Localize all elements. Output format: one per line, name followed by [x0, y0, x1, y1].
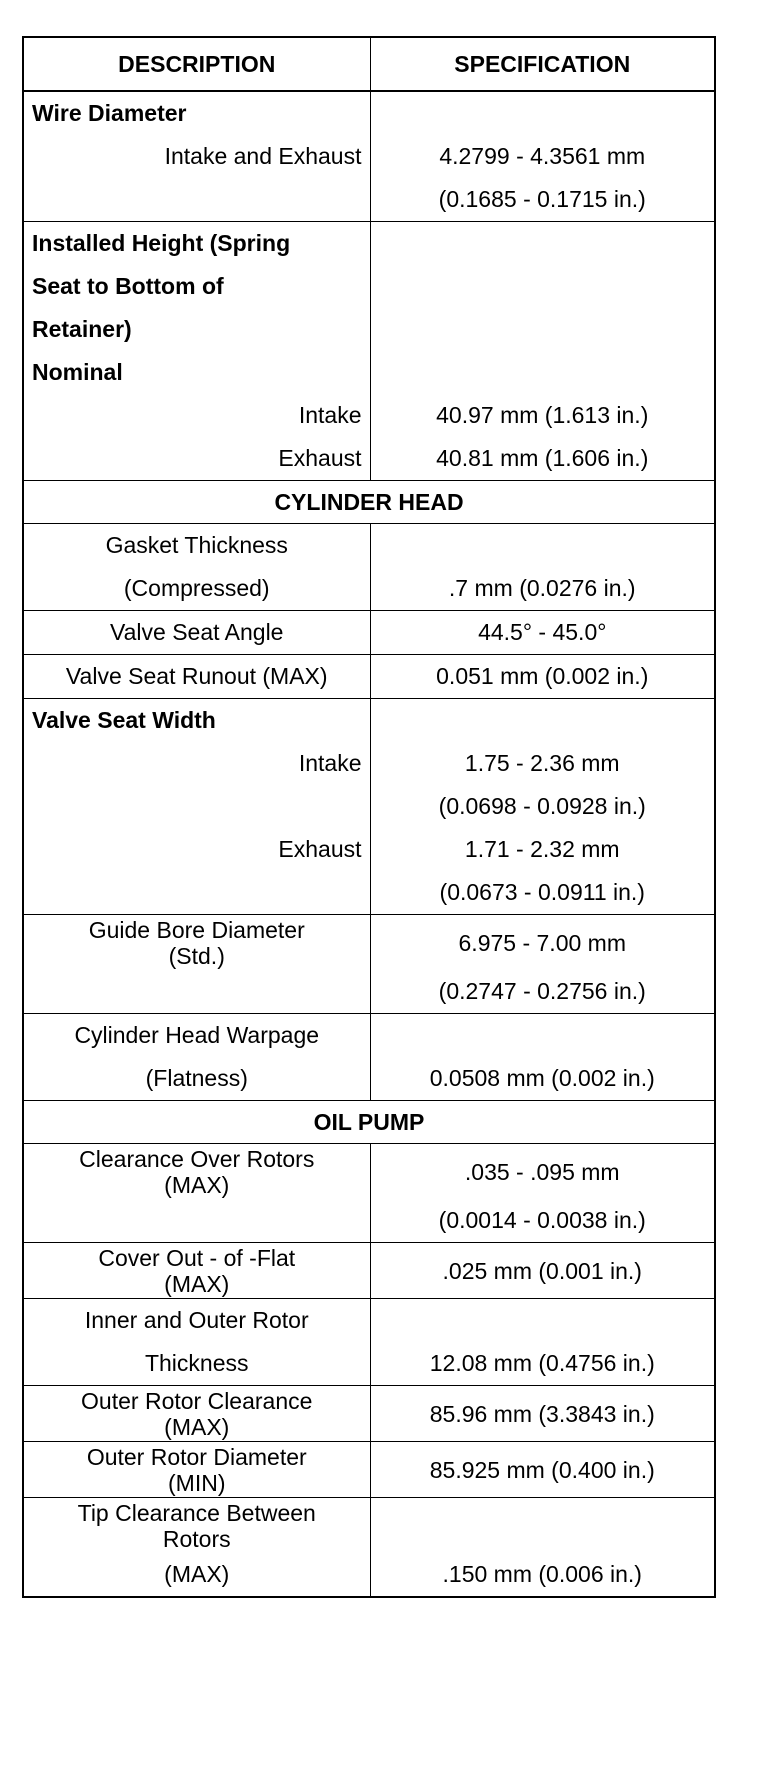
specification-cell: (0.0014 - 0.0038 in.)	[438, 1207, 646, 1233]
specification-cell: 0.051 mm (0.002 in.)	[436, 663, 649, 689]
table-row	[23, 1553, 715, 1597]
description-cell: Exhaust	[23, 437, 370, 481]
spec-group	[23, 1498, 715, 1598]
description-cell	[23, 970, 370, 1014]
table-row	[23, 970, 715, 1014]
table-row	[23, 135, 715, 178]
description-cell: Gasket Thickness	[23, 524, 370, 568]
specification-cell: 85.925 mm (0.400 in.)	[429, 1456, 655, 1483]
description-header: DESCRIPTION	[23, 37, 370, 91]
spec-group	[23, 1299, 715, 1386]
specification-cell: .7 mm (0.0276 in.)	[448, 575, 636, 601]
table-row	[23, 222, 715, 266]
table-row	[23, 785, 715, 828]
specification-cell	[370, 524, 715, 568]
description-cell: Thickness	[23, 1342, 370, 1386]
spec-group	[23, 524, 715, 611]
specification-cell	[370, 699, 715, 743]
table-row	[23, 1342, 715, 1386]
specification-cell: .150 mm (0.006 in.)	[442, 1561, 642, 1587]
specification-cell	[370, 1014, 715, 1058]
specification-cell	[370, 265, 715, 308]
description-cell: Exhaust	[23, 828, 370, 871]
description-cell: Wire Diameter	[23, 91, 370, 135]
specification-cell: .035 - .095 mm	[464, 1158, 620, 1185]
table-row	[23, 1014, 715, 1058]
spec-group	[23, 222, 715, 481]
table-row	[23, 611, 715, 655]
specification-cell: (0.1685 - 0.1715 in.)	[438, 186, 646, 212]
description-cell	[23, 178, 370, 222]
description-cell: Guide Bore Diameter (Std.)	[23, 915, 370, 971]
table-row	[23, 567, 715, 611]
table-row	[23, 1057, 715, 1101]
description-cell: (Flatness)	[23, 1057, 370, 1101]
specification-cell: 6.975 - 7.00 mm	[458, 929, 626, 956]
table-row	[23, 308, 715, 351]
spec-group	[23, 1243, 715, 1299]
specification-cell	[370, 351, 715, 394]
specification-cell: .025 mm (0.001 in.)	[442, 1257, 642, 1284]
description-cell: Inner and Outer Rotor	[23, 1299, 370, 1343]
specification-table	[22, 36, 716, 1598]
specification-cell: (0.2747 - 0.2756 in.)	[438, 978, 646, 1004]
specification-cell	[370, 1299, 715, 1343]
spec-document	[22, 36, 714, 1598]
specification-cell: 40.97 mm (1.613 in.)	[436, 402, 649, 428]
specification-cell: (0.0673 - 0.0911 in.)	[439, 879, 645, 905]
specification-cell	[370, 91, 715, 135]
table-row	[23, 178, 715, 222]
table-row	[23, 1442, 715, 1498]
description-cell: (MAX)	[23, 1553, 370, 1597]
description-cell: Intake	[23, 742, 370, 785]
specification-cell: (0.0698 - 0.0928 in.)	[438, 793, 646, 819]
table-row	[23, 1498, 715, 1554]
table-row	[23, 1199, 715, 1243]
table-row	[23, 1243, 715, 1299]
table-row	[23, 742, 715, 785]
specification-cell: 40.81 mm (1.606 in.)	[436, 445, 649, 471]
specification-cell: 12.08 mm (0.4756 in.)	[429, 1350, 655, 1376]
specification-cell	[370, 308, 715, 351]
spec-group	[23, 611, 715, 655]
spec-group	[23, 1144, 715, 1243]
description-cell: (Compressed)	[23, 567, 370, 611]
table-row	[23, 351, 715, 394]
specification-cell: 1.75 - 2.36 mm	[464, 750, 620, 776]
section-title: OIL PUMP	[313, 1108, 425, 1135]
spec-group	[23, 1442, 715, 1498]
table-header	[23, 37, 715, 91]
specification-cell: 4.2799 - 4.3561 mm	[439, 143, 646, 169]
spec-group	[23, 915, 715, 1014]
table-row	[23, 1299, 715, 1343]
section-header	[23, 481, 715, 524]
spec-group	[23, 1014, 715, 1101]
description-cell: Seat to Bottom of	[23, 265, 370, 308]
spec-group	[23, 655, 715, 699]
description-cell: Outer Rotor Clearance (MAX)	[23, 1386, 370, 1442]
description-cell	[23, 785, 370, 828]
description-cell: Intake and Exhaust	[23, 135, 370, 178]
section-title: CYLINDER HEAD	[274, 488, 464, 515]
spec-group	[23, 91, 715, 222]
description-cell: Valve Seat Angle	[23, 611, 370, 655]
table-row	[23, 437, 715, 481]
description-cell	[23, 871, 370, 915]
description-cell: Intake	[23, 394, 370, 437]
specification-cell: 44.5° - 45.0°	[478, 619, 607, 645]
table-row	[23, 91, 715, 135]
description-cell: Nominal	[23, 351, 370, 394]
spec-group	[23, 1386, 715, 1442]
section-header	[23, 1101, 715, 1144]
table-row	[23, 394, 715, 437]
table-row	[23, 265, 715, 308]
specification-cell: 1.71 - 2.32 mm	[464, 836, 620, 862]
table-row	[23, 828, 715, 871]
description-cell: Outer Rotor Diameter (MIN)	[23, 1442, 370, 1498]
table-row	[23, 699, 715, 743]
description-cell: Cover Out - of -Flat (MAX)	[23, 1243, 370, 1299]
table-row	[23, 871, 715, 915]
specification-cell	[370, 1498, 715, 1554]
specification-cell: 85.96 mm (3.3843 in.)	[429, 1400, 655, 1427]
specification-header: SPECIFICATION	[370, 37, 715, 91]
table-row	[23, 915, 715, 971]
specification-cell: 0.0508 mm (0.002 in.)	[429, 1065, 655, 1091]
description-cell: Valve Seat Runout (MAX)	[23, 655, 370, 699]
table-row	[23, 655, 715, 699]
description-cell	[23, 1199, 370, 1243]
description-cell: Installed Height (Spring	[23, 222, 370, 266]
table-row	[23, 1386, 715, 1442]
description-cell: Valve Seat Width	[23, 699, 370, 743]
description-cell: Cylinder Head Warpage	[23, 1014, 370, 1058]
table-row	[23, 1144, 715, 1200]
description-cell: Tip Clearance Between Rotors	[23, 1498, 370, 1554]
description-cell: Clearance Over Rotors (MAX)	[23, 1144, 370, 1200]
description-cell: Retainer)	[23, 308, 370, 351]
specification-cell	[370, 222, 715, 266]
spec-group	[23, 699, 715, 915]
table-row	[23, 524, 715, 568]
